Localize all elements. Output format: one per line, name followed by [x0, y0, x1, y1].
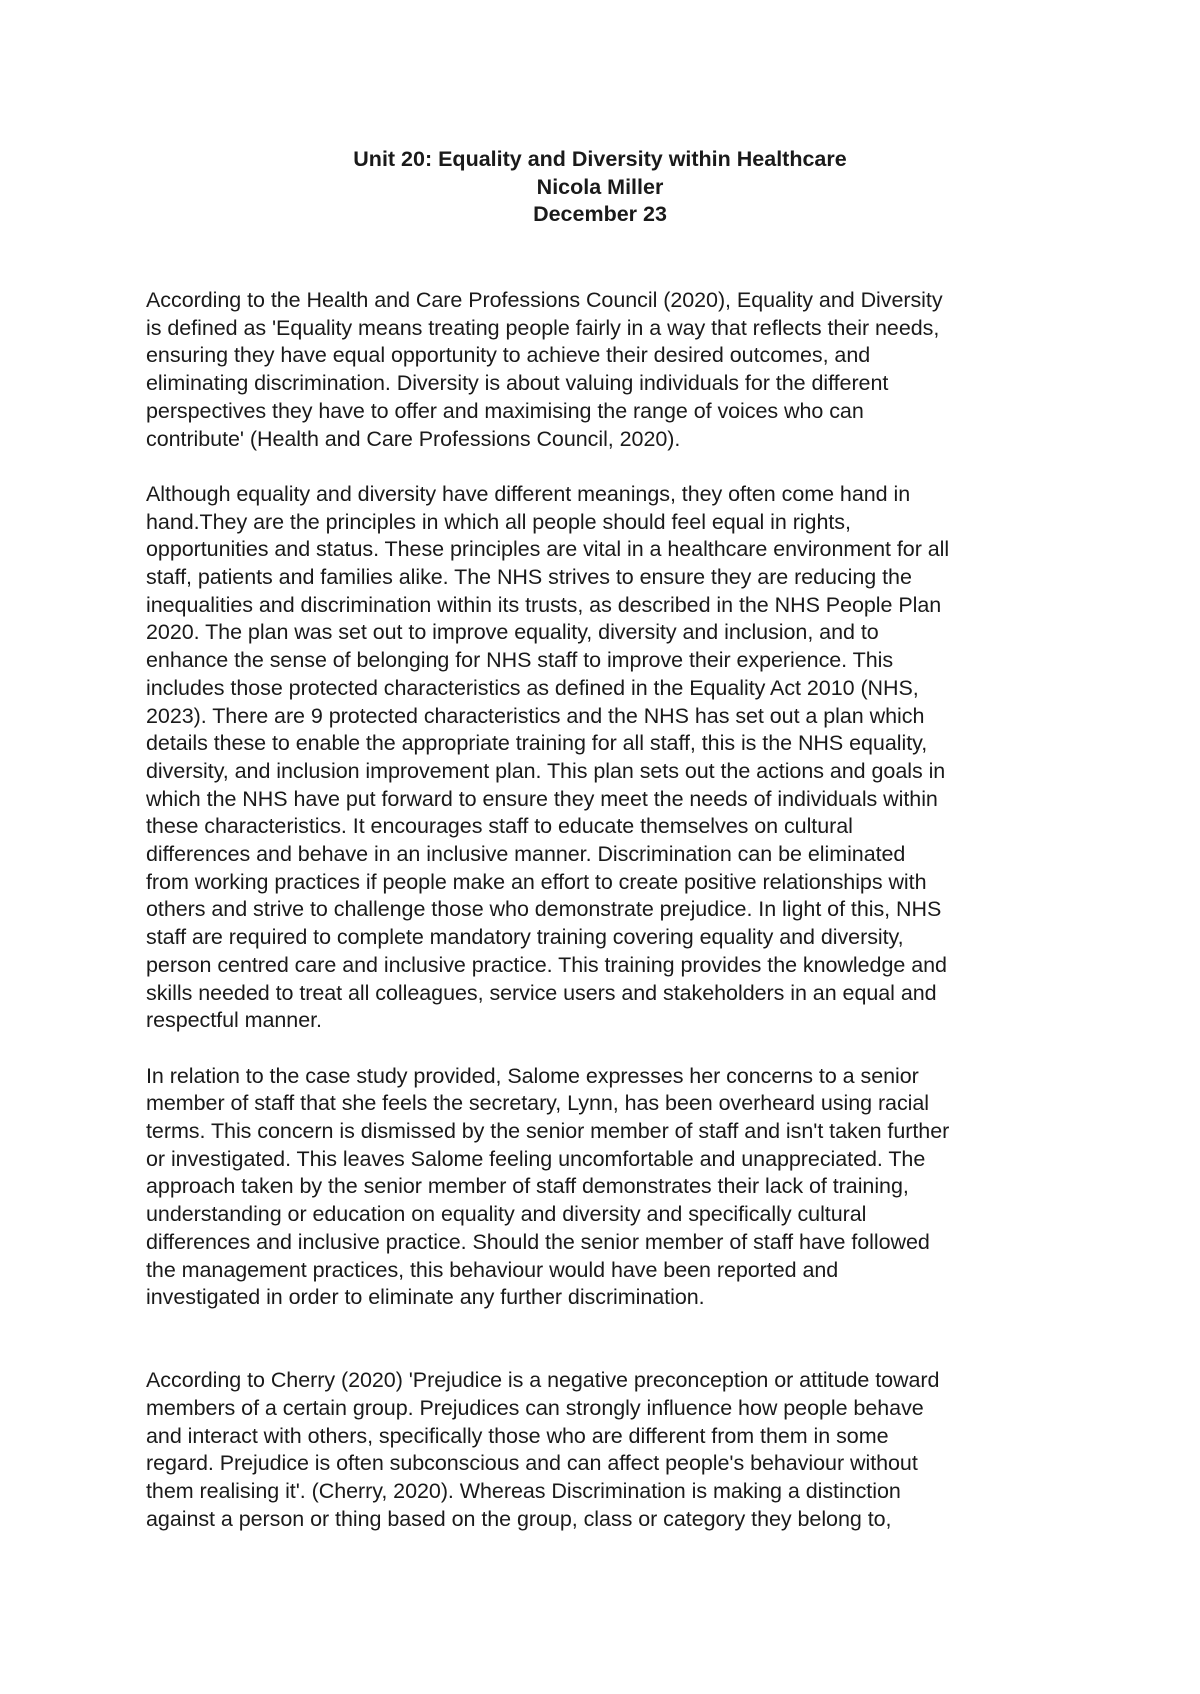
- text-line: is defined as 'Equality means treating people fairly in a way that reflects their needs,: [146, 315, 940, 340]
- text-line: others and strive to challenge those who demonstrate prejudice. In light of this, NHS: [146, 897, 942, 922]
- paragraph-4: [146, 1367, 1066, 1533]
- text-line: or investigated. This leaves Salome feeling uncomfortable and unappreciated. The: [146, 1146, 926, 1171]
- text-line: from working practices if people make an effort to create positive relationships with: [146, 869, 927, 894]
- text-line: terms. This concern is dismissed by the senior member of staff and isn't taken further: [146, 1119, 950, 1144]
- text-line: opportunities and status. These principles are vital in a healthcare environment for all: [146, 537, 950, 562]
- text-line: staff, patients and families alike. The NHS strives to ensure they are reducing the: [146, 565, 912, 590]
- text-line: and interact with others, specifically those who are different from them in some: [146, 1423, 889, 1448]
- text-line: According to the Health and Care Professions Council (2020), Equality and Diversity: [146, 288, 943, 312]
- text-line: eliminating discrimination. Diversity is about valuing individuals for the different: [146, 371, 889, 396]
- text-line: investigated in order to eliminate any further discrimination.: [146, 1285, 705, 1310]
- paragraph-2: [146, 481, 1066, 1035]
- text-line: details these to enable the appropriate training for all staff, this is the NHS equality,: [146, 731, 928, 756]
- text-line: understanding or education on equality and diversity and specifically cultural: [146, 1202, 867, 1227]
- text-line: skills needed to treat all colleagues, service users and stakeholders in an equal and: [146, 980, 937, 1005]
- text-line: 2020. The plan was set out to improve equality, diversity and inclusion, and to: [146, 620, 879, 645]
- paragraph-3: [146, 1063, 1066, 1312]
- text-line: against a person or thing based on the group, class or category they belong to,: [146, 1506, 892, 1531]
- document-date: December 23: [533, 202, 667, 226]
- text-line: ensuring they have equal opportunity to achieve their desired outcomes, and: [146, 343, 871, 368]
- document-title: Unit 20: Equality and Diversity within Healthcare: [353, 147, 847, 171]
- text-line: person centred care and inclusive practice. This training provides the knowledge and: [146, 952, 947, 977]
- text-line: diversity, and inclusion improvement plan. This plan sets out the actions and goals in: [146, 758, 946, 783]
- text-line: which the NHS have put forward to ensure they meet the needs of individuals within: [146, 786, 938, 811]
- text-line: inequalities and discrimination within its trusts, as described in the NHS People Plan: [146, 592, 942, 617]
- text-line: these characteristics. It encourages staff to educate themselves on cultural: [146, 814, 853, 839]
- text-line: Although equality and diversity have different meanings, they often come hand in: [146, 481, 911, 506]
- text-line: them realising it'. (Cherry, 2020). Whereas Discrimination is making a distinction: [146, 1479, 901, 1504]
- text-line: differences and behave in an inclusive manner. Discrimination can be eliminated: [146, 842, 906, 867]
- text-line: 2023). There are 9 protected characteristics and the NHS has set out a plan which: [146, 703, 925, 728]
- text-line: includes those protected characteristics as defined in the Equality Act 2010 (NHS,: [146, 675, 919, 700]
- text-line: respectful manner.: [146, 1008, 322, 1033]
- text-line: According to Cherry (2020) 'Prejudice is a negative preconception or attitude toward: [146, 1368, 940, 1393]
- document-header: [0, 146, 1200, 229]
- text-line: approach taken by the senior member of staff demonstrates their lack of training,: [146, 1174, 909, 1199]
- text-line: staff are required to complete mandatory training covering equality and diversity,: [146, 925, 904, 950]
- paragraph-1: [146, 287, 1066, 453]
- document-author: Nicola Miller: [536, 174, 664, 199]
- text-line: member of staff that she feels the secretary, Lynn, has been overheard using racial: [146, 1091, 930, 1116]
- text-line: hand.They are the principles in which all people should feel equal in rights,: [146, 509, 851, 534]
- text-line: contribute' (Health and Care Professions Council, 2020).: [146, 426, 681, 451]
- text-line: enhance the sense of belonging for NHS staff to improve their experience. This: [146, 648, 894, 673]
- text-line: differences and inclusive practice. Should the senior member of staff have followed: [146, 1229, 930, 1254]
- text-line: perspectives they have to offer and maximising the range of voices who can: [146, 398, 864, 423]
- document-body: [146, 287, 1066, 1534]
- text-line: members of a certain group. Prejudices can strongly influence how people behave: [146, 1396, 924, 1421]
- text-line: In relation to the case study provided, Salome expresses her concerns to a senior: [146, 1063, 919, 1088]
- text-line: regard. Prejudice is often subconscious and can affect people's behaviour without: [146, 1451, 918, 1476]
- text-line: the management practices, this behaviour would have been reported and: [146, 1257, 839, 1282]
